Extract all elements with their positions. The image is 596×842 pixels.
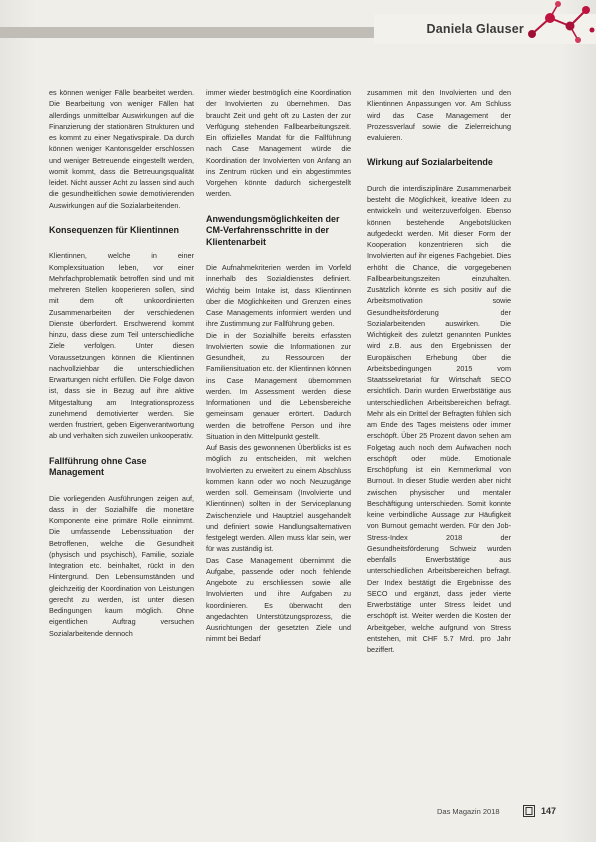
paragraph: es können weniger Fälle bearbeitet werden. Die Bearbeitung von weniger Fällen hat allerdings unmittelbar Auswirkungen auf die Finanzierung der stationären Strukturen und es kommt zu einer Negativspirale. Da durch können weniger Kantonsgelder erschlossen und weniger Betreuende eingestellt werden, womit kommt, dass die Betreuungsqualität leidet. Nicht ausser Acht zu lassen sind auch die gesundheitlichen sowie demotivierenden Auswirkungen auf die Sozialarbeitenden. (49, 88, 194, 210)
paragraph: immer wieder bestmöglich eine Koordination der Involvierten zu übernehmen. Das braucht Zeit und geht oft zu Lasten der zur Verfügung stehenden Fallbearbeitungszeit. Ein offizielles Mandat für die Fallführung nach Case Management würde die Koordination der Involvierten von Anfang an ins Zentrum rücken und ein abgestimmtes Vorgehen könnte dadurch sichergestellt werden. (206, 88, 351, 199)
magazine-name: Das Magazin 2018 (437, 806, 500, 816)
paragraph: Die in der Sozialhilfe bereits erfassten Involvierten sowie die Informationen zur Gesundheit, zu Ressourcen der Familiensituation etc. der Klientinnen können ins Case Management übernommen werden. Im Assessment werden diese Informationen und die Lebensbereiche gemeinsam genauer erörtert. Dadurch werden die betroffene Person und ihre Situation in den Mittelpunkt gestellt. (206, 330, 351, 441)
paragraph: zusammen mit den Involvierten und den Klientinnen Anpassungen vor. Am Schluss wird das Case Management der Prozessverlauf sowie die Zielerreichung evaluieren. (367, 88, 511, 142)
author-name: Daniela Glauser (426, 22, 524, 36)
book-icon (523, 805, 535, 817)
column-2 (206, 87, 351, 645)
heading-anwendungsmoeglichkeiten: Anwendungsmöglichkeiten der CM-Verfahrensschritte in der Klientenarbeit (206, 213, 340, 247)
column-1 (49, 87, 194, 639)
column-3 (367, 87, 511, 655)
page-number: 147 (541, 806, 557, 816)
heading-fallfuehrung: Fallführung ohne Case Management (49, 455, 147, 477)
paragraph: Die vorliegenden Ausführungen zeigen auf, dass in der Sozialhilfe die monetäre Komponente eine primäre Rolle einnimmt. Die umfassende Lebenssituation der Betroffenen, welche die Gesundheit (physisch und psychisch), Familie, soziale Integration etc. beinhaltet, rückt in den Hintergrund. Den Lebensumständen und gleichzeitig der Koordination von Leistungen gerecht zu werden, ist unter diesen Bedingungen kaum möglich. Ohne eigentlichen Auftrag versuchen Sozialarbeitende dennoch (49, 493, 194, 638)
paragraph: Klientinnen, welche in einer Komplexsituation leben, vor einer Mehrfachproblematik betroffen sind und mit mehreren Stellen kooperieren sollen, sind mit dem oft unkoordinierten Zusammenarbeiten der verschiedenen Dienste überfordert. Erschwerend kommt hinzu, dass diese zum Teil unterschiedliche Ziele verfolgen. Unter diesen Voraussetzungen können die Klientinnen nachvollziehbar die unterschiedlichen Erwartungen nicht erfüllen. Die Folge davon ist, dass sie in Bezug auf ihre aktive Mitgestaltung am Integrationsprozess zunehmend demotivierter werden. Sie werden frustriert, geben Eigenverantwortung ab und verhalten sich zuweilen unkooperativ. (49, 251, 194, 441)
paragraph: Das Case Management übernimmt die Aufgabe, passende oder noch fehlende Angebote zu erschliessen sowie alle Involvierten und ihre Aufgaben zu koordinieren. Es überwacht den angedachten Unterstützungsprozess, die Ausrichtungen der gesetzten Ziele und nimmt bei Bedarf (206, 555, 351, 644)
paragraph: Durch die interdisziplinäre Zusammenarbeit besteht die Möglichkeit, kreative Ideen zu entwickeln und weiterzuverfolgen. Ebenso können bestehende Angebotslücken aufgedeckt werden. Mit dieser Form der Kooperation konzentrieren sich die Involvierten auf ihr eigenes Fachgebiet. Dies erhöht die Chance, die vorgegebenen Fallbearbeitungszeiten einzuhalten. Zusätzlich könnte es sich positiv auf die Arbeitsmotivation sowie Gesundheitsförderung der Sozialarbeitenden auswirken. Die Wichtigkeit des zuletzt genannten Punktes wird z.B. aus den Ergebnissen der Europäischen Erhebung über die Arbeitsbedingungen 2015 vom Staatssekretariat für Wirtschaft SECO ersichtlich. Darin wurden Erwerbstätige aus unterschiedlichen Arbeitsbereichen befragt. Mehr als ein Drittel der Befragten fühlen sich am Ende des Tages meistens oder immer erschöpft. Über 25 Prozent davon sehen am Folgetag auch noch dem Aufwachen noch erschöpft oder müde. Emotionale Erschöpfung ist ein Kernmerkmal von Burnout. In dieser Studie werden aber nicht zwischen physischer und mentaler Beschäftigung unterschieden. Somit konnte keine verbindliche Aussage zur Häufigkeit von Burnout gemacht werden. Für den Job-Stress-Index 2018 der Gesundheitsförderung Schweiz wurden ebenfalls Erwerbstätige aus unterschiedlichen Arbeitsbereichen befragt. Der Index bestätigt die Ergebnisse des SECO und ergänzt, dass jeder vierte Erwerbstätige unter Stress leidet und erschöpft ist. Weiter werden die Kosten der Arbeitgeber, welche aufgrund von Stress entstehen, mit CHF 5.7 Mrd. pro Jahr beziffert. (367, 183, 511, 654)
page-footer (437, 804, 577, 818)
molecule-decoration-icon (524, 0, 596, 46)
heading-konsequenzen: Konsequenzen für Klientinnen (49, 224, 180, 235)
heading-wirkung: Wirkung auf Sozialarbeitende (367, 157, 493, 168)
paragraph: Die Aufnahmekriterien werden im Vorfeld innerhalb des Sozialdienstes definiert. Wichtig beim Intake ist, dass Klientinnen über die Möglichkeiten und Grenzen eines Case Managements informiert werden und ihre Zustimmung zur Fallführung geben. (206, 263, 351, 329)
paragraph: Auf Basis des gewonnenen Überblicks ist es möglich zu entscheiden, mit welchen Involvierten zu erweitert zu einem Abschluss kommen kann oder wo noch Neuzugänge werden soll. Gemeinsam (Involvierte und Klientinnen) sollten in der Serviceplanung Zwischenziele und Hauptziel ausgehandelt und definiert sowie Handlungsalternativen festgelegt werden. Allen muss klar sein, wer für was zuständig ist. (206, 443, 351, 554)
